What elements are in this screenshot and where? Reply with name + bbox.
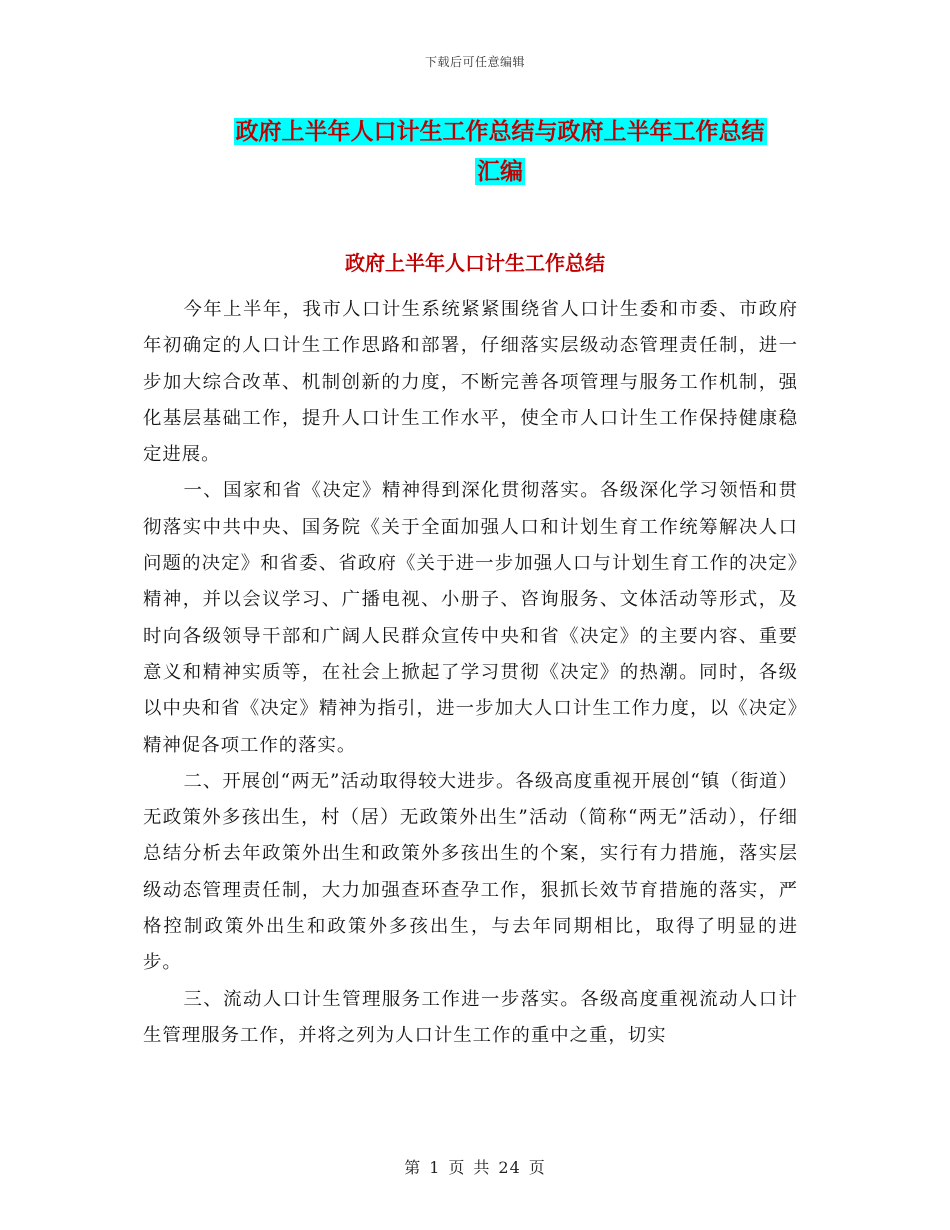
paragraph-section-3: 三、流动人口计生管理服务工作进一步落实。各级高度重视流动人口计生管理服务工作，并将之列为人口计生工作的重中之重，切实: [143, 988, 798, 1046]
footer-suffix: 页: [528, 1158, 546, 1177]
document-body: [143, 292, 798, 1054]
paragraph-intro: 今年上半年，我市人口计生系统紧紧围绕省人口计生委和市委、市政府年初确定的人口计生工作思路和部署，仔细落实层级动态管理责任制，进一步加大综合改革、机制创新的力度，不断完善各项管理与服务工作机制，强化基层基础工作，提升人口计生工作水平，使全市人口计生工作保持健康稳定进展。: [143, 299, 798, 466]
paragraph-section-1: 一、国家和省《决定》精神得到深化贯彻落实。各级深化学习领悟和贯彻落实中共中央、国务院《关于全面加强人口和计划生育工作统筹解决人口问题的决定》和省委、省政府《关于进一步加强人口与计划生育工作的决定》精神，并以会议学习、广播电视、小册子、咨询服务、文体活动等形式，及时向各级领导干部和广阔人民群众宣传中央和省《决定》的主要内容、重要意义和精神实质等，在社会上掀起了学习贯彻《决定》的热潮。同时，各级以中央和省《决定》精神为指引，进一步加大人口计生工作力度，以《决定》精神促各项工作的落实。: [143, 480, 798, 756]
header-note: 下载后可任意编辑: [424, 55, 525, 69]
section-title: 政府上半年人口计生工作总结: [345, 251, 605, 275]
footer-total-pages: 24: [498, 1158, 521, 1177]
document-title-line1: 政府上半年人口计生工作总结与政府上半年工作总结: [235, 118, 765, 145]
document-title-line2: 汇编: [477, 158, 523, 185]
footer-page-label: 页: [448, 1158, 466, 1177]
footer-prefix: 第: [404, 1158, 422, 1177]
paragraph-section-2: 二、开展创“两无”活动取得较大进步。各级高度重视开展创“镇（街道）无政策外多孩出生，村（居）无政策外出生”活动（简称“两无”活动），仔细总结分析去年政策外出生和政策外多孩出生的个案，实行有力措施，落实层级动态管理责任制，大力加强查环查孕工作，狠抓长效节育措施的落实，严格控制政策外出生和政策外多孩出生，与去年同期相比，取得了明显的进步。: [143, 770, 798, 974]
footer-total-label: 共: [473, 1158, 491, 1177]
document-title: [190, 112, 810, 192]
page-footer: [0, 1155, 950, 1178]
footer-current-page: 1: [429, 1158, 441, 1177]
